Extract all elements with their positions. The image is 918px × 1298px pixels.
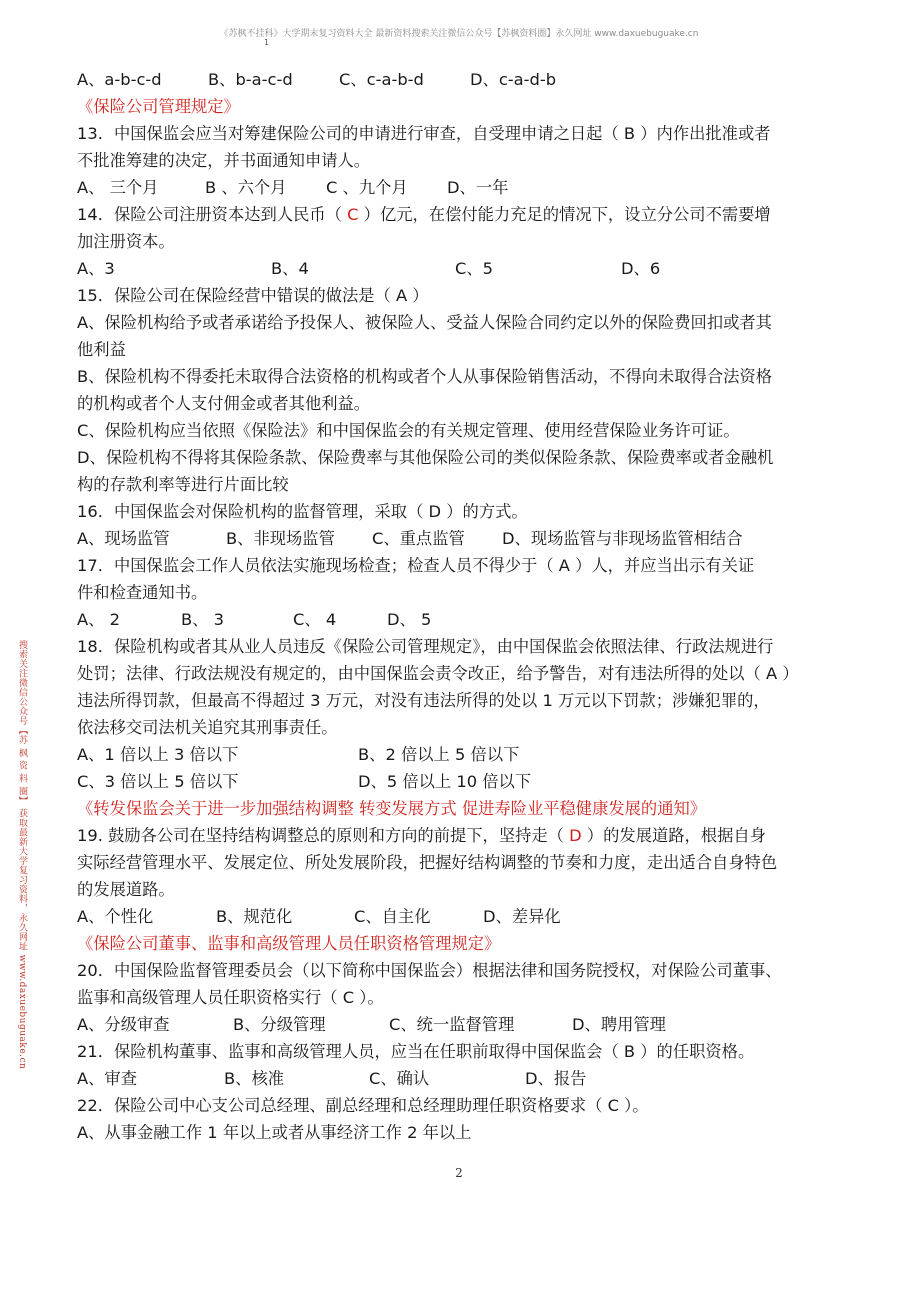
question-15: 15．保险公司在保险经营中错误的做法是（ A ） (77, 286, 429, 305)
option: A、个性化 (77, 907, 154, 926)
q15-option-c: C、保险机构应当依照《保险法》和中国保监会的有关规定管理、使用经营保险业务许可证。 (77, 421, 740, 440)
option: A、审查 (77, 1069, 137, 1088)
q13-options (77, 174, 857, 201)
option: C、 4 (293, 610, 337, 629)
section-title: 《保险公司管理规定》 (77, 97, 240, 116)
answer: A (558, 556, 570, 575)
option: A、3 (77, 259, 115, 278)
option: B、分级管理 (233, 1015, 326, 1034)
q18-options-cd (77, 768, 857, 795)
option: B、核准 (224, 1069, 285, 1088)
option: C 、九个月 (326, 178, 408, 197)
q15-option-d-cont: 构的存款利率等进行片面比较 (77, 475, 289, 494)
question-14-cont: 加注册资本。 (77, 232, 175, 251)
q17-options (77, 606, 857, 633)
section-title: 《转发保监会关于进一步加强结构调整 转变发展方式 促进寿险业平稳健康发展的通知》 (77, 799, 707, 818)
option: A、1 倍以上 3 倍以下 (77, 745, 239, 764)
q12-options (77, 66, 857, 93)
option: C、确认 (369, 1069, 430, 1088)
option: A、现场监管 (77, 529, 170, 548)
option: D、聘用管理 (572, 1015, 666, 1034)
option: B、 3 (181, 610, 224, 629)
question-19: 19. 鼓励各公司在坚持结构调整总的原则和方向的前提下，坚持走（ D ）的发展道路，根据自身 (77, 826, 766, 845)
q14-options (77, 255, 857, 282)
question-17: 17．中国保监会工作人员依法实施现场检查；检查人员不得少于（ A ）人，并应当出示有关证 (77, 556, 755, 575)
answer: D (569, 826, 582, 845)
q18-options-ab (77, 741, 857, 768)
q15-option-a-cont: 他利益 (77, 340, 126, 359)
answer: D (428, 502, 442, 521)
question-17-cont: 件和检查通知书。 (77, 583, 208, 602)
option: A、 2 (77, 610, 120, 629)
question-18-cont: 违法所得罚款，但最高不得超过 3 万元，对没有违法所得的处以 1 万元以下罚款；涉嫌犯罪的， (77, 691, 770, 710)
question-21: 21．保险机构董事、监事和高级管理人员，应当在任职前取得中国保监会（ B ）的任职资格。 (77, 1042, 755, 1061)
option: D、c-a-d-b (470, 70, 557, 89)
option: C、c-a-b-d (339, 70, 424, 89)
question-13: 13．中国保监会应当对筹建保险公司的申请进行审查，自受理申请之日起（ B ）内作出批准或者 (77, 124, 771, 143)
option: A、 三个月 (77, 178, 159, 197)
answer: B (623, 1042, 636, 1061)
question-18-cont: 处罚；法律、行政法规没有规定的，由中国保监会责令改正，给予警告，对有违法所得的处以（ A ） (77, 664, 799, 683)
question-18: 18．保险机构或者其从业人员违反《保险公司管理规定》，由中国保监会依照法律、行政法规进行 (77, 637, 774, 656)
option: C、重点监管 (372, 529, 465, 548)
option: B、2 倍以上 5 倍以下 (358, 745, 520, 764)
side-watermark: 搜索关注微信公众号【苏 枫 资 料 圈】 获取最新大学复习资料，永久网址 www.daxuebuguake.cn (17, 640, 27, 1070)
page-number: 2 (455, 1166, 463, 1180)
question-18-cont: 依法移交司法机关追究其刑事责任。 (77, 718, 338, 737)
answer: C (607, 1096, 619, 1115)
q15-option-a: A、保险机构给予或者承诺给予投保人、被保险人、受益人保险合同约定以外的保险费回扣或者其 (77, 313, 772, 332)
option: A、分级审查 (77, 1015, 170, 1034)
option: D、差异化 (483, 907, 561, 926)
question-16: 16．中国保监会对保险机构的监督管理，采取（ D ）的方式。 (77, 502, 528, 521)
q16-options (77, 525, 857, 552)
option: B、规范化 (216, 907, 293, 926)
question-22: 22．保险公司中心支公司总经理、副总经理和总经理助理任职资格要求（ C ）。 (77, 1096, 649, 1115)
page-header-watermark: 《苏枫不挂科》大学期末复习资料大全 最新资料搜索关注微信公众号【苏枫资料圈】永久网址 www.daxuebuguake.cn (219, 29, 699, 39)
option: D、 5 (387, 610, 432, 629)
q22-option-a: A、从事金融工作 1 年以上或者从事经济工作 2 年以上 (77, 1123, 472, 1142)
option: D、6 (621, 259, 661, 278)
option: D、报告 (525, 1069, 587, 1088)
q21-options (77, 1065, 857, 1092)
q15-option-b: B、保险机构不得委托未取得合法资格的机构或者个人从事保险销售活动，不得向未取得合法资格 (77, 367, 772, 386)
q15-option-d: D、保险机构不得将其保险条款、保险费率与其他保险公司的类似保险条款、保险费率或者金融机 (77, 448, 774, 467)
question-13-cont: 不批准筹建的决定，并书面通知申请人。 (77, 151, 371, 170)
answer: A (395, 286, 408, 305)
q20-options (77, 1011, 857, 1038)
answer: A (766, 664, 778, 683)
question-20: 20．中国保险监督管理委员会（以下简称中国保监会）根据法律和国务院授权，对保险公司董事、 (77, 961, 782, 980)
option: D、5 倍以上 10 倍以下 (358, 772, 532, 791)
option: B 、六个月 (205, 178, 287, 197)
section-title: 《保险公司董事、监事和高级管理人员任职资格管理规定》 (77, 934, 501, 953)
document-body (77, 66, 857, 1146)
option: C、3 倍以上 5 倍以下 (77, 772, 239, 791)
answer: C (347, 205, 359, 224)
answer: C (342, 988, 355, 1007)
question-19-cont: 的发展道路。 (77, 880, 175, 899)
option: C、5 (455, 259, 494, 278)
q15-option-b-cont: 的机构或者个人支付佣金或者其他利益。 (77, 394, 371, 413)
option: B、4 (271, 259, 309, 278)
header-mark: 1 (264, 38, 270, 47)
option: B、非现场监管 (226, 529, 335, 548)
q19-options (77, 903, 857, 930)
option: B、b-a-c-d (208, 70, 293, 89)
option: D、现场监管与非现场监管相结合 (502, 529, 743, 548)
option: A、a-b-c-d (77, 70, 162, 89)
answer: B (623, 124, 636, 143)
question-14: 14．保险公司注册资本达到人民币（ C ）亿元，在偿付能力充足的情况下，设立分公司不需要增 (77, 205, 771, 224)
question-19-cont: 实际经营管理水平、发展定位、所处发展阶段，把握好结构调整的节奏和力度，走出适合自身特色 (77, 853, 778, 872)
option: C、统一监督管理 (389, 1015, 515, 1034)
question-20-cont: 监事和高级管理人员任职资格实行（ C ）。 (77, 988, 384, 1007)
option: C、自主化 (354, 907, 431, 926)
option: D、一年 (447, 178, 509, 197)
